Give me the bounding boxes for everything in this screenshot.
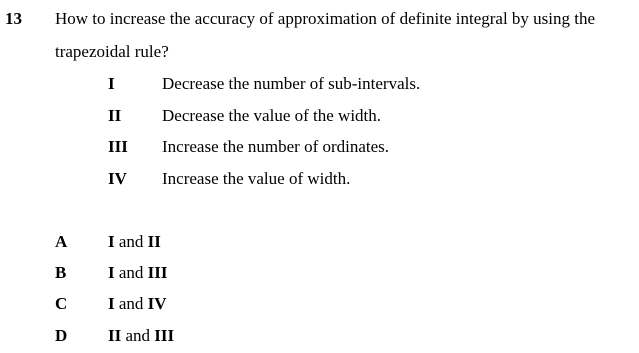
- option-letter: D: [55, 326, 68, 345]
- option-a[interactable]: [0, 232, 639, 256]
- option-text: [108, 232, 161, 252]
- option-second-numeral: III: [154, 326, 175, 345]
- option-first-numeral: I: [108, 263, 115, 282]
- option-second-numeral: IV: [147, 294, 167, 313]
- option-second-numeral: III: [147, 263, 168, 282]
- statement-numeral: I: [108, 74, 115, 93]
- statement-item-i: [0, 74, 639, 98]
- option-first-numeral: I: [108, 294, 115, 313]
- statement-item-ii: [0, 106, 639, 130]
- option-letter: B: [55, 263, 67, 282]
- statement-text: Decrease the value of the width.: [162, 106, 382, 125]
- statement-numeral: II: [108, 106, 122, 125]
- statement-numeral: IV: [108, 169, 127, 188]
- statement-text: Decrease the number of sub-intervals.: [162, 74, 421, 93]
- option-conjunction: and: [121, 326, 155, 345]
- option-letter: A: [55, 232, 68, 251]
- question-number: 13: [5, 9, 22, 28]
- question-text-line-1: How to increase the accuracy of approximation of definite integral by using the: [55, 9, 596, 28]
- option-b[interactable]: [0, 263, 639, 287]
- option-first-numeral: II: [108, 326, 122, 345]
- option-conjunction: and: [114, 232, 148, 251]
- option-conjunction: and: [114, 263, 148, 282]
- option-d[interactable]: [0, 326, 639, 350]
- option-text: [108, 263, 168, 283]
- option-first-numeral: I: [108, 232, 115, 251]
- option-conjunction: and: [114, 294, 148, 313]
- option-letter: C: [55, 294, 68, 313]
- statement-numeral: III: [108, 137, 128, 156]
- option-c[interactable]: [0, 294, 639, 318]
- statement-text: Increase the number of ordinates.: [162, 137, 390, 156]
- statement-text: Increase the value of width.: [162, 169, 351, 188]
- statement-item-iii: [0, 137, 639, 161]
- question-text-line-2: trapezoidal rule?: [55, 42, 169, 61]
- option-text: [108, 326, 174, 346]
- option-second-numeral: II: [147, 232, 161, 251]
- option-text: [108, 294, 167, 314]
- statement-item-iv: [0, 169, 639, 193]
